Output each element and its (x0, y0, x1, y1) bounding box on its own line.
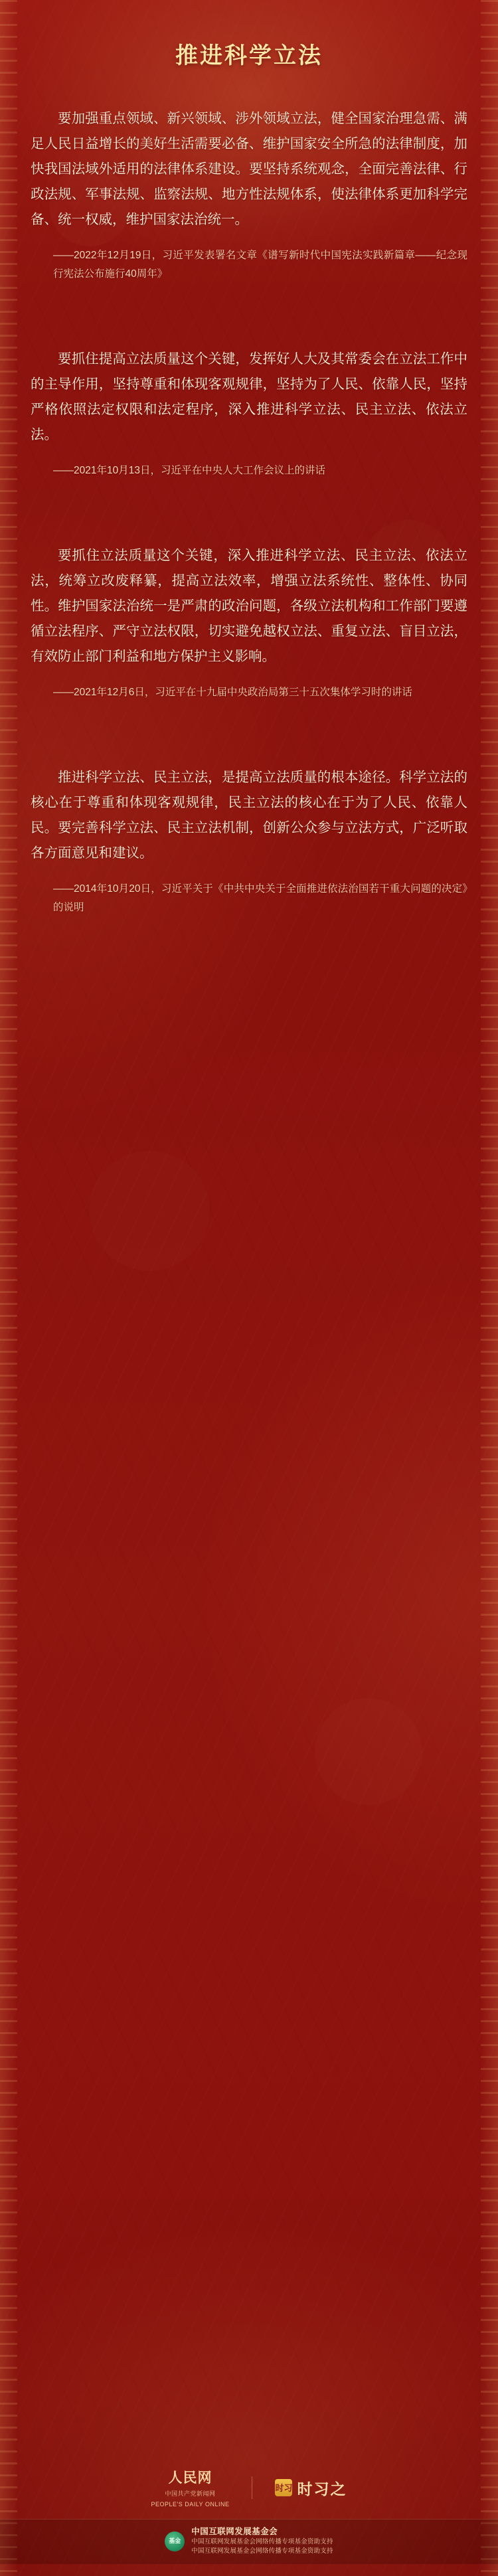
people-daily-logo (151, 2467, 230, 2508)
footer-sponsor-bar (0, 2519, 498, 2564)
people-logo-mark: 人民网 (168, 2470, 212, 2486)
quote-source: ——2022年12月19日，习近平发表署名文章《谱写新时代中国宪法实践新篇章——纪念现行宪法公布施行40周年》 (53, 249, 467, 280)
people-logo-sub-cn: 中国共产党新闻网 (165, 2490, 216, 2497)
footer (0, 2467, 498, 2576)
quote-block-4 (31, 765, 467, 917)
quote-block-1 (31, 106, 467, 284)
quote-text: 要抓住立法质量这个关键，深入推进科学立法、民主立法、依法立法，统筹立改废释纂，提高立法效率，增强立法系统性、整体性、协同性。维护国家法治统一是严肃的政治问题，各级立法机构和工作部门要遵循立法程序、严守立法权限，切实避免越权立法、重复立法、盲目立法，有效防止部门利益和地方保护主义影响。 (31, 548, 467, 664)
footer-logos (0, 2467, 498, 2519)
quote-source: ——2021年12月6日，习近平在十九届中央政治局第三十五次集体学习时的讲话 (53, 686, 412, 698)
block-spacer (31, 490, 467, 521)
fund-name: 中国互联网发展基金会 (191, 2527, 278, 2536)
quote-block-2 (31, 347, 467, 480)
quote-source: ——2014年10月20日，习近平关于《中共中央关于全面推进依法治国若干重大问题的决定》的说明 (53, 883, 467, 913)
quote-source: ——2021年10月13日，习近平在中央人大工作会议上的讲话 (53, 464, 325, 476)
quote-text: 要抓住提高立法质量这个关键，发挥好人大及其常委会在立法工作中的主导作用，坚持尊重和体现客观规律，坚持为了人民、依靠人民，坚持严格依照法定权限和法定程序，深入推进科学立法、民主立法、依法立法。 (31, 351, 467, 442)
page-title: 推进科学立法 (175, 44, 323, 68)
fund-note-line2: 中国互联网发展基金会网络传播专项基金资助支持 (191, 2547, 333, 2555)
people-logo-sub-en: PEOPLE'S DAILY ONLINE (151, 2501, 230, 2508)
block-spacer (31, 294, 467, 324)
quote-text: 要加强重点领域、新兴领域、涉外领域立法，健全国家治理急需、满足人民日益增长的美好生活需要必备、维护国家安全所急的法律制度，加快我国法域外适用的法律体系建设。要坚持系统观念，全面完善法律、行政法规、军事法规、监察法规、地方性法规体系，使法律体系更加科学完备、统一权威，维护国家法治统一。 (31, 111, 467, 227)
shixizhi-badge-icon: 时习 (275, 2479, 292, 2496)
shixizhi-wordmark: 时习之 (297, 2480, 347, 2498)
poster-content (0, 0, 498, 917)
fund-logo-icon: 基金 (165, 2532, 185, 2551)
fund-text-group (191, 2526, 333, 2556)
fund-note-line1: 中国互联网发展基金会网络传播专项基金资助支持 (191, 2538, 333, 2545)
shixizhi-logo (275, 2477, 347, 2499)
quote-block-3 (31, 543, 467, 702)
block-spacer (31, 712, 467, 742)
quote-text: 推进科学立法、民主立法，是提高立法质量的根本途径。科学立法的核心在于尊重和体现客观规律，民主立法的核心在于为了人民、依靠人民。要完善科学立法、民主立法机制，创新公众参与立法方式，广泛听取各方面意见和建议。 (31, 770, 467, 861)
